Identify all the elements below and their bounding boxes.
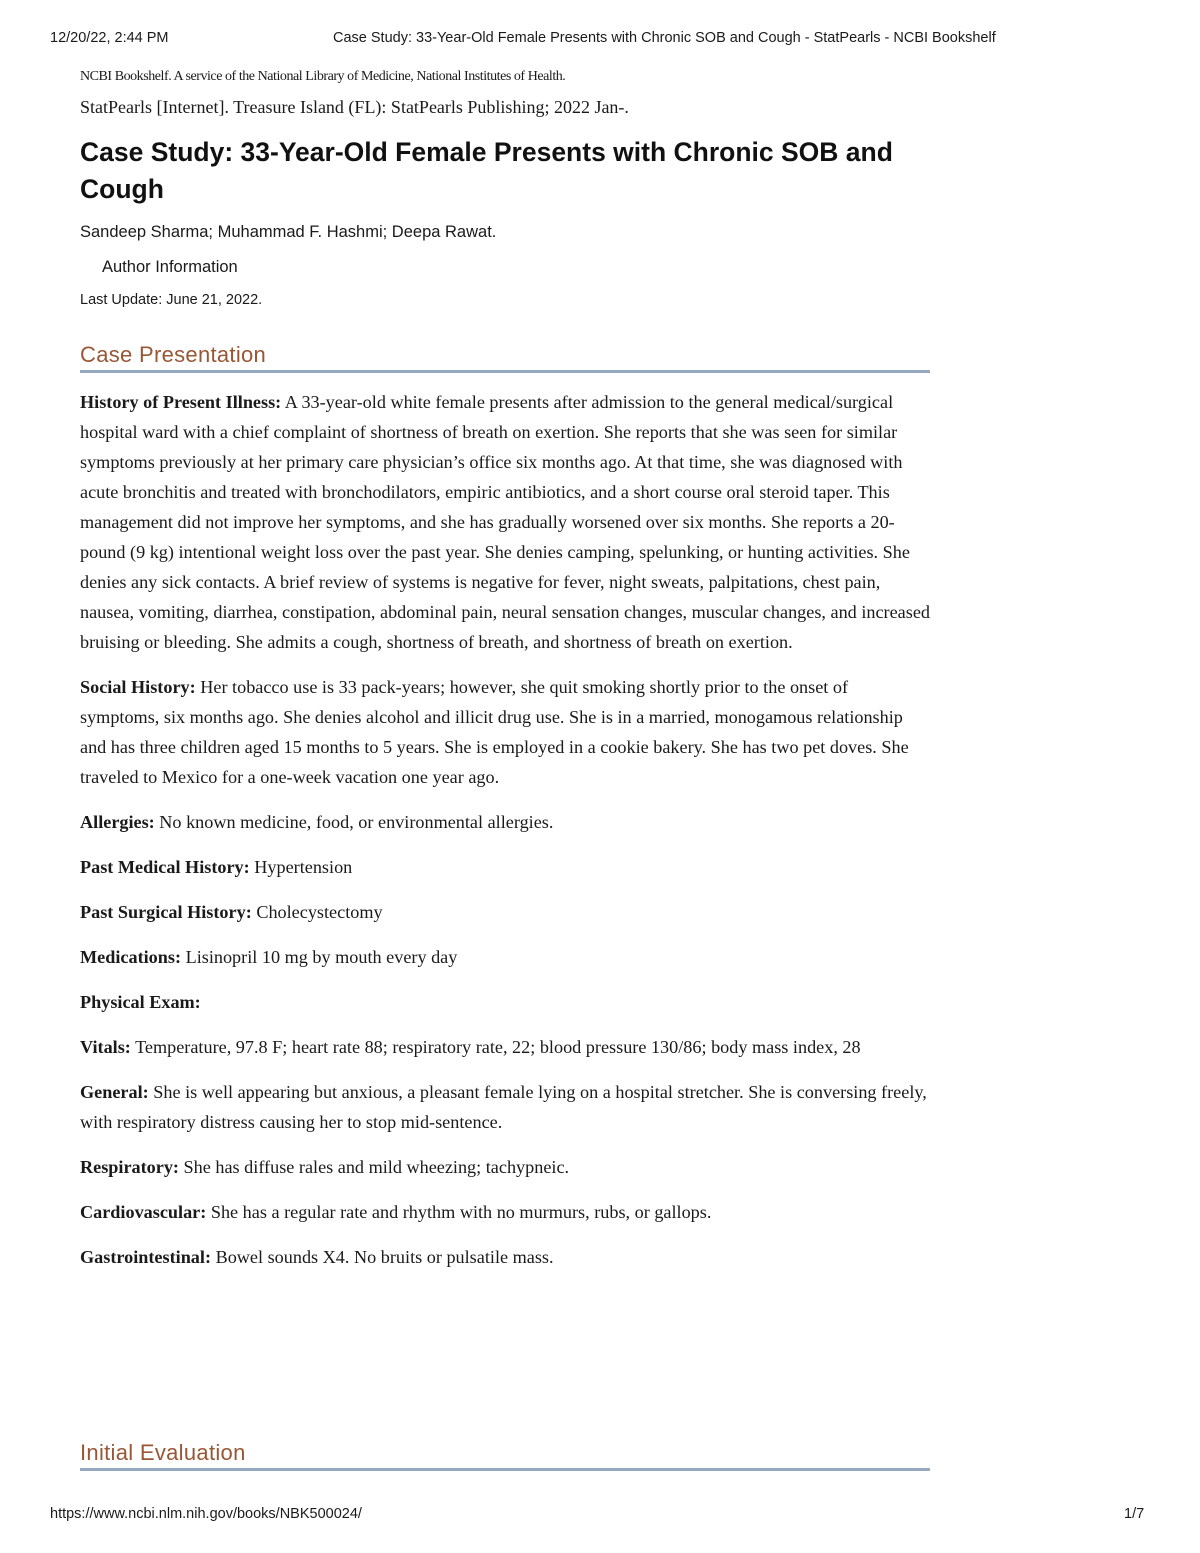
print-footer-url: https://www.ncbi.nlm.nih.gov/books/NBK500024/ <box>50 1506 362 1522</box>
field-text: She has a regular rate and rhythm with no murmurs, rubs, or gallops. <box>206 1202 712 1222</box>
field-text: Lisinopril 10 mg by mouth every day <box>181 947 458 967</box>
past-surgical-history <box>80 897 930 927</box>
print-header-page-title: Case Study: 33-Year-Old Female Presents with Chronic SOB and Cough - StatPearls - NCBI Bookshelf <box>333 30 996 46</box>
past-medical-history <box>80 852 930 882</box>
field-label: Gastrointestinal: <box>80 1247 212 1267</box>
section-heading-case-presentation: Case Presentation <box>80 342 930 373</box>
bookshelf-attribution: NCBI Bookshelf. A service of the National Library of Medicine, National Institutes of Health. <box>80 69 566 84</box>
general-exam <box>80 1077 930 1137</box>
vitals <box>80 1032 930 1062</box>
field-text: Hypertension <box>249 857 353 877</box>
field-label: Medications: <box>80 947 182 967</box>
history-present-illness <box>80 387 930 657</box>
gastrointestinal-exam <box>80 1242 930 1272</box>
respiratory-exam <box>80 1152 930 1182</box>
field-text: Cholecystectomy <box>251 902 383 922</box>
field-label: Allergies: <box>80 812 155 832</box>
cardiovascular-exam <box>80 1197 930 1227</box>
physical-exam <box>80 987 930 1017</box>
social-history <box>80 672 930 792</box>
field-text: Bowel sounds X4. No bruits or pulsatile mass. <box>211 1247 554 1267</box>
field-label: Physical Exam: <box>80 992 201 1012</box>
field-label: Social History: <box>80 677 196 697</box>
author-list: Sandeep Sharma; Muhammad F. Hashmi; Deepa Rawat. <box>80 223 497 241</box>
allergies <box>80 807 930 837</box>
medications <box>80 942 930 972</box>
print-footer-page-number: 1/7 <box>1124 1506 1145 1522</box>
print-header-datetime: 12/20/22, 2:44 PM <box>50 30 169 46</box>
field-label: Vitals: <box>80 1037 131 1057</box>
field-text: Her tobacco use is 33 pack-years; however, she quit smoking shortly prior to the onset of symptoms, six months ago. She denies alcohol and illicit drug use. She is in a married, monogamous relationship and has three children aged 15 months to 5 years. She is employed in a cookie bakery. She has two pet doves. She traveled to Mexico for a one-week vacation one year ago. <box>80 677 909 787</box>
field-label: Cardiovascular: <box>80 1202 207 1222</box>
field-label: History of Present Illness: <box>80 392 282 412</box>
book-citation: StatPearls [Internet]. Treasure Island (FL): StatPearls Publishing; 2022 Jan-. <box>80 97 629 117</box>
field-text: Temperature, 97.8 F; heart rate 88; respiratory rate, 22; blood pressure 130/86; body mass index, 28 <box>130 1037 861 1057</box>
document-content <box>80 66 930 1272</box>
field-label: Past Surgical History: <box>80 902 252 922</box>
field-text: No known medicine, food, or environmental allergies. <box>154 812 554 832</box>
field-text: A 33-year-old white female presents after admission to the general medical/surgical hospital ward with a chief complaint of shortness of breath on exertion. She reports that she was seen for similar symptoms previously at her primary care physician’s office six months ago. At that time, she was diagnosed with acute bronchitis and treated with bronchodilators, empiric antibiotics, and a short course oral steroid taper. This management did not improve her symptoms, and she has gradually worsened over six months. She reports a 20-pound (9 kg) intentional weight loss over the past year. She denies camping, spelunking, or hunting activities. She denies any sick contacts. A brief review of systems is negative for fever, night sweats, palpitations, chest pain, nausea, vomiting, diarrhea, constipation, abdominal pain, neural sensation changes, muscular changes, and increased bruising or bleeding. She admits a cough, shortness of breath, and shortness of breath on exertion. <box>80 392 930 652</box>
field-text: She has diffuse rales and mild wheezing; tachypneic. <box>179 1157 570 1177</box>
last-update-date: Last Update: June 21, 2022. <box>80 292 263 308</box>
field-label: Past Medical History: <box>80 857 250 877</box>
field-label: Respiratory: <box>80 1157 179 1177</box>
field-label: General: <box>80 1082 149 1102</box>
page-title: Case Study: 33-Year-Old Female Presents with Chronic SOB and Cough <box>80 137 893 204</box>
field-text: She is well appearing but anxious, a pleasant female lying on a hospital stretcher. She is conversing freely, with respiratory distress causing her to stop mid-sentence. <box>80 1082 927 1132</box>
section-heading-initial-evaluation: Initial Evaluation <box>80 1440 930 1471</box>
author-information-toggle[interactable]: Author Information <box>102 258 238 276</box>
